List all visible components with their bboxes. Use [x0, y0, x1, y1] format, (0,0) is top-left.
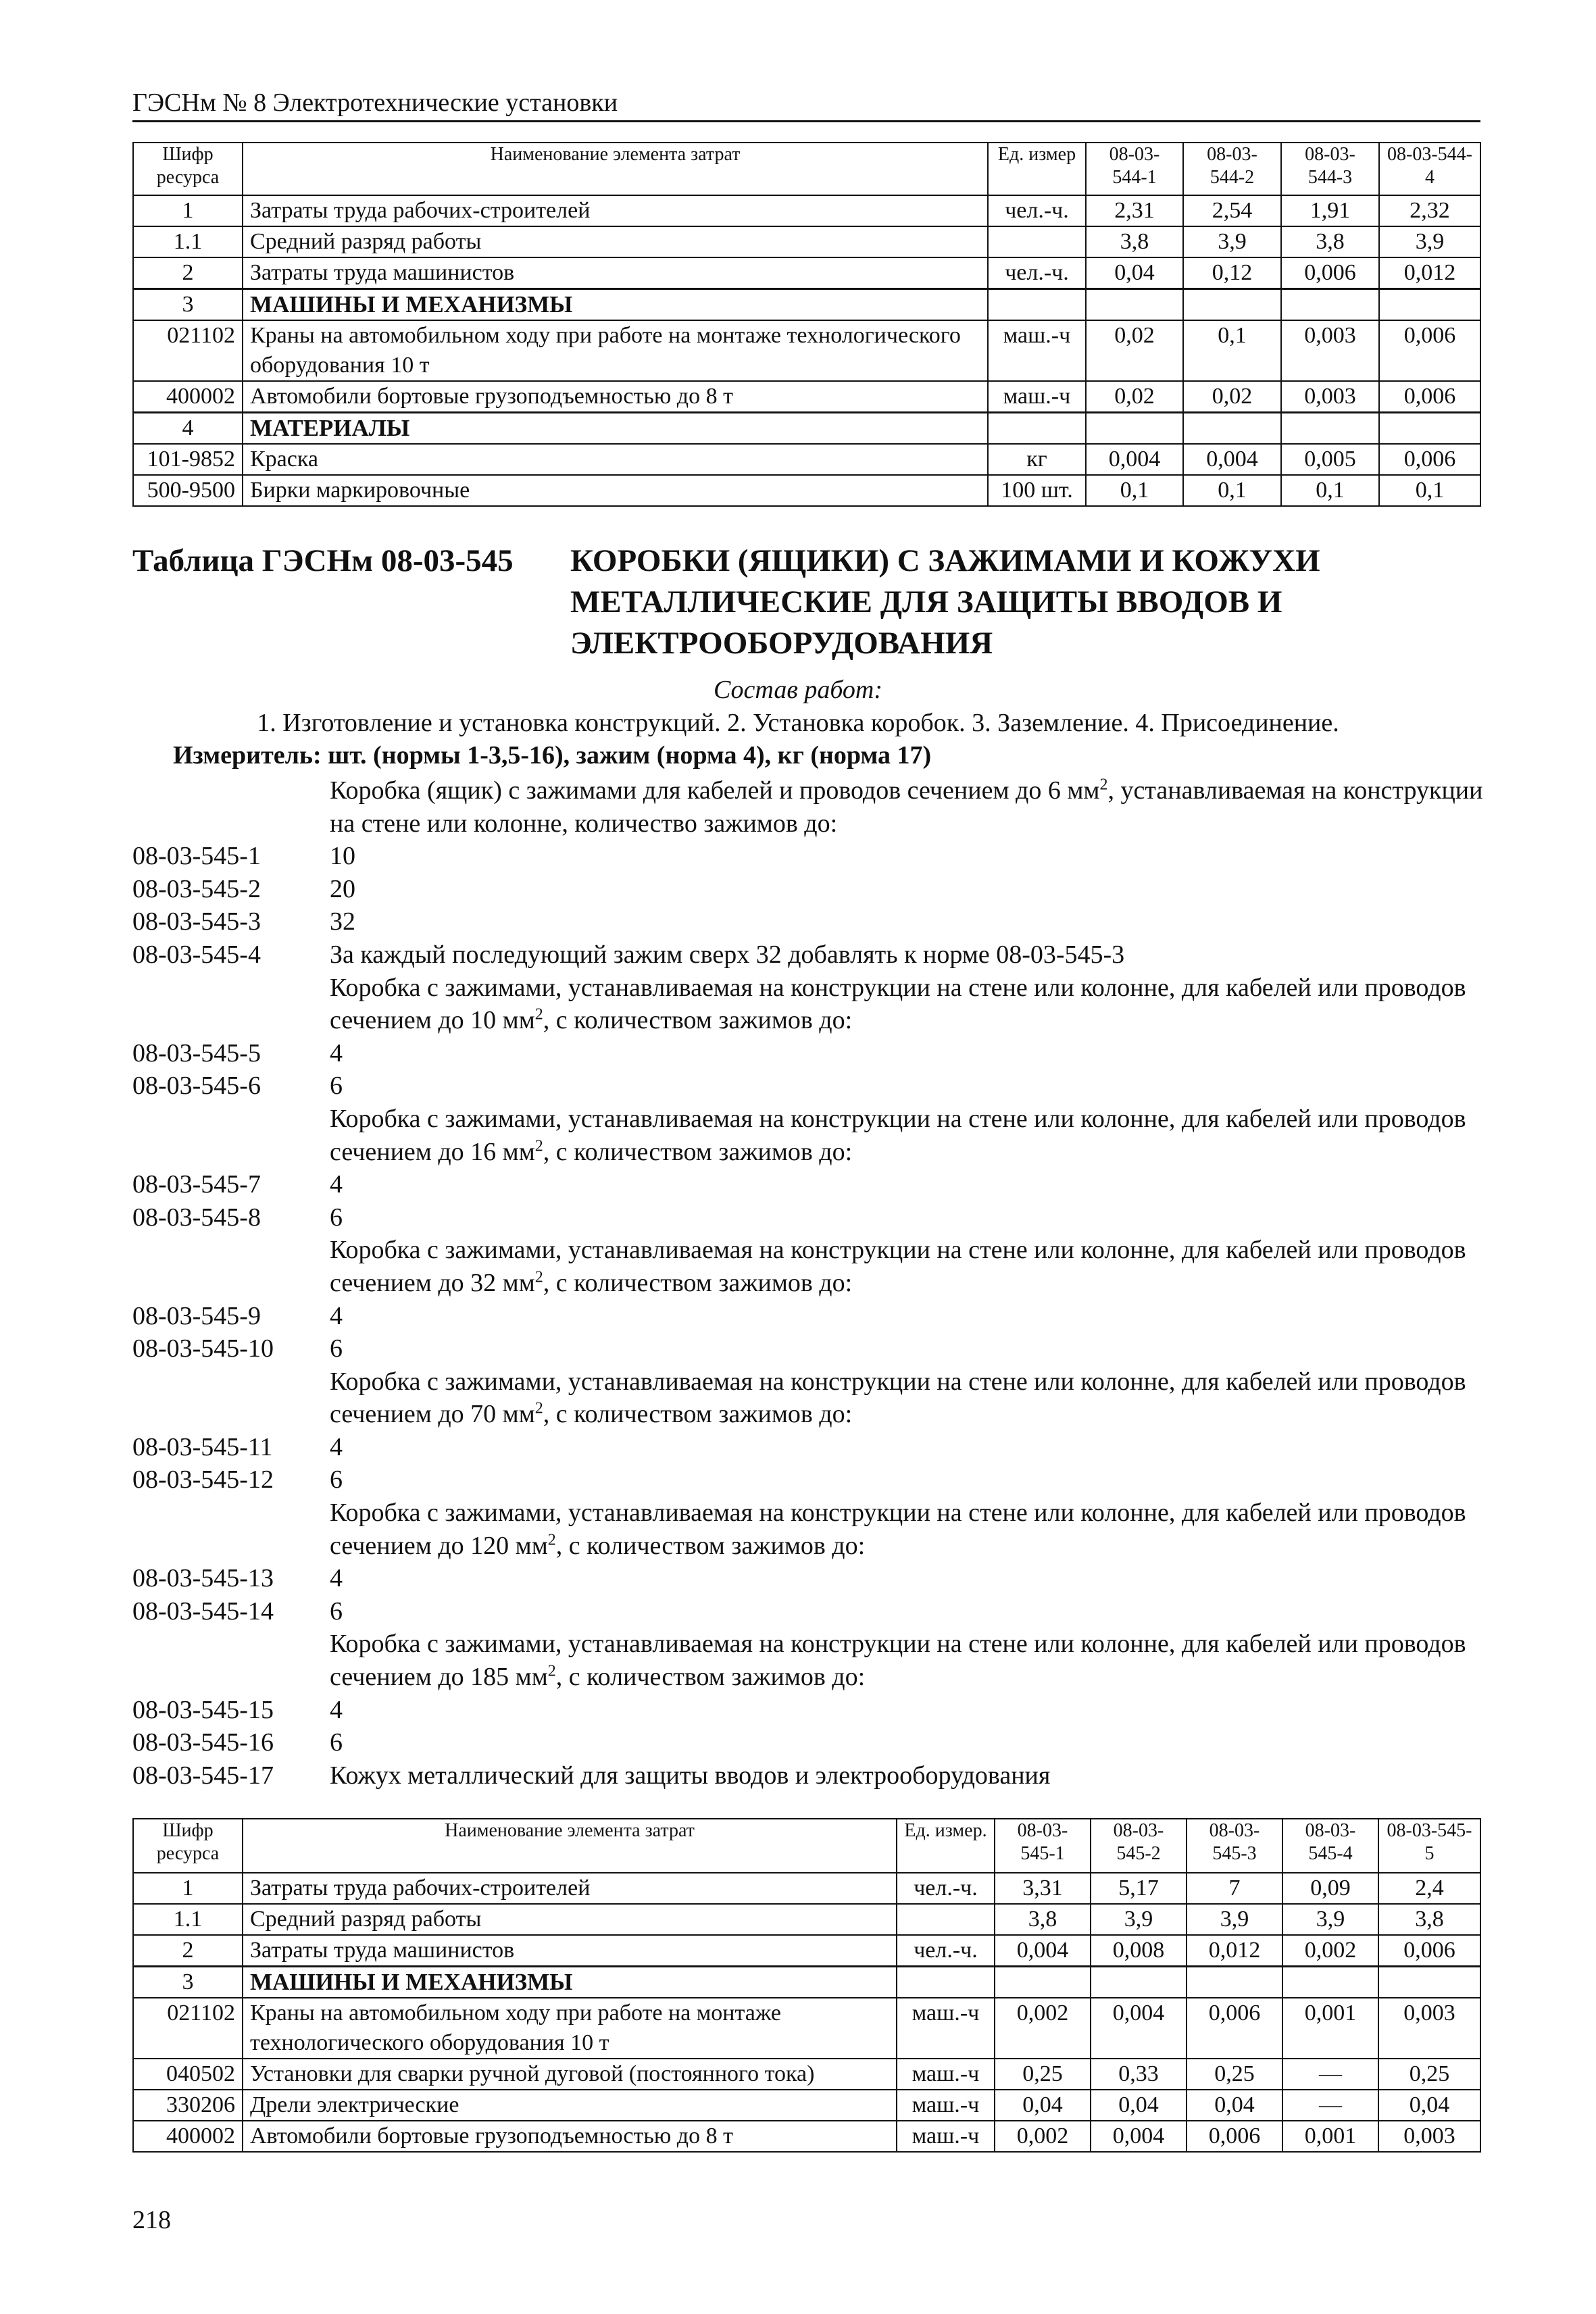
cost-element-name: Автомобили бортовые грузоподъемностью до 8 т — [243, 2121, 897, 2152]
norm-code: 08-03-545-5 — [132, 1038, 261, 1067]
header-norm-col: 08-03-544-3 — [1281, 143, 1379, 195]
table-row — [133, 320, 1480, 381]
norm-text: Коробка с зажимами, устанавливаемая на конструкции на стене или колонне, для кабелей или проводов сечением до 70 $мм^2$, с количеством зажимов до: — [330, 1367, 1466, 1429]
norm-text: 4 — [330, 1038, 343, 1067]
value-cell: 0,09 — [1282, 1873, 1378, 1904]
norm-text: Коробка с зажимами, устанавливаемая на конструкции на стене или колонне, для кабелей или проводов сечением до 120 $мм^2$, с количеством зажимов до: — [330, 1499, 1466, 1560]
table-header-row — [133, 143, 1480, 195]
value-cell: 0,1 — [1183, 320, 1281, 381]
norm-item — [132, 1759, 1484, 1792]
value-cell: 2,54 — [1183, 195, 1281, 226]
value-cell: 0,004 — [1091, 2121, 1187, 2152]
norm-group-description — [132, 1103, 1484, 1168]
header-norm-col: 08-03-545-5 — [1378, 1819, 1480, 1873]
composition-heading: Состав работ: — [713, 676, 883, 704]
value-cell — [1281, 413, 1379, 445]
value-cell: 0,004 — [1091, 1998, 1187, 2059]
section-row — [133, 413, 1480, 445]
resource-code: 2 — [133, 257, 243, 289]
unit-cell: маш.-ч — [988, 320, 1086, 381]
norm-text: 4 — [330, 1432, 343, 1461]
value-cell: 0,003 — [1378, 2121, 1480, 2152]
norm-group-description — [132, 774, 1484, 840]
meter-line: Измеритель: шт. (нормы 1-3,5-16), зажим (норма 4), кг (норма 17) — [173, 741, 932, 770]
value-cell: 3,8 — [1378, 1904, 1480, 1935]
header-name: Наименование элемента затрат — [243, 1819, 897, 1873]
norm-item — [132, 1201, 1484, 1234]
header-norm-col: 08-03-545-4 — [1282, 1819, 1378, 1873]
value-cell: 0,004 — [995, 1935, 1091, 1967]
norm-item — [132, 1070, 1484, 1103]
norm-text: Кожух металлический для защиты вводов и электрооборудования — [330, 1761, 1051, 1790]
value-cell — [1379, 413, 1480, 445]
norm-code: 08-03-545-17 — [132, 1761, 274, 1790]
value-cell: 0,004 — [1086, 444, 1183, 475]
norm-text: 6 — [330, 1334, 343, 1363]
value-cell: 0,1 — [1379, 475, 1480, 506]
norm-text: 6 — [330, 1596, 343, 1626]
header-norm-col: 08-03-545-2 — [1091, 1819, 1187, 1873]
norm-text: 6 — [330, 1203, 343, 1232]
norm-text: Коробка с зажимами, устанавливаемая на конструкции на стене или колонне, для кабелей или проводов сечением до 185 $мм^2$, с количеством зажимов до: — [330, 1630, 1466, 1692]
resource-code: 040502 — [133, 2059, 243, 2090]
page-number: 218 — [132, 2206, 171, 2234]
resource-code: 1 — [133, 195, 243, 226]
value-cell: 0,005 — [1281, 444, 1379, 475]
norm-item — [132, 1037, 1484, 1070]
cost-element-name: Средний разряд работы — [243, 1904, 897, 1935]
norm-code: 08-03-545-14 — [132, 1596, 274, 1626]
header-unit: Ед. измер — [988, 143, 1086, 195]
norm-text: 20 — [330, 874, 355, 903]
value-cell: 0,006 — [1378, 1935, 1480, 1967]
value-cell: 3,9 — [1379, 226, 1480, 257]
value-cell: 0,02 — [1183, 381, 1281, 413]
cost-element-name: Автомобили бортовые грузоподъемностью до 8 т — [243, 381, 988, 413]
table-row — [133, 1904, 1480, 1935]
value-cell: 0,33 — [1091, 2059, 1187, 2090]
norm-item — [132, 840, 1484, 873]
unit-cell: чел.-ч. — [988, 195, 1086, 226]
value-cell: 3,9 — [1187, 1904, 1282, 1935]
running-head: ГЭСНм № 8 Электротехнические установки — [132, 86, 1480, 122]
norm-item — [132, 1562, 1484, 1595]
norm-code: 08-03-545-8 — [132, 1203, 261, 1232]
value-cell: 0,1 — [1183, 475, 1281, 506]
cost-element-name: МАТЕРИАЛЫ — [243, 413, 988, 445]
value-cell: 3,8 — [1281, 226, 1379, 257]
norm-text: Коробка с зажимами, устанавливаемая на конструкции на стене или колонне, для кабелей или проводов сечением до 32 $мм^2$, с количеством зажимов до: — [330, 1236, 1466, 1297]
unit-cell: маш.-ч — [897, 2059, 995, 2090]
value-cell: 0,002 — [995, 2121, 1091, 2152]
table-row — [133, 1935, 1480, 1967]
value-cell: 0,1 — [1086, 475, 1183, 506]
norm-code: 08-03-545-2 — [132, 874, 261, 903]
value-cell: 0,006 — [1187, 2121, 1282, 2152]
header-name: Наименование элемента затрат — [243, 143, 988, 195]
value-cell: 0,25 — [1187, 2059, 1282, 2090]
cost-element-name: МАШИНЫ И МЕХАНИЗМЫ — [243, 289, 988, 321]
unit-cell — [897, 1967, 995, 1998]
value-cell: 0,25 — [1378, 2059, 1480, 2090]
norm-code: 08-03-545-4 — [132, 940, 261, 969]
value-cell: 0,002 — [995, 1998, 1091, 2059]
norm-text: 4 — [330, 1301, 343, 1330]
value-cell: 1,91 — [1281, 195, 1379, 226]
resource-code: 021102 — [133, 1998, 243, 2059]
norm-code: 08-03-545-7 — [132, 1170, 261, 1199]
table-title-text: КОРОБКИ (ЯЩИКИ) С ЗАЖИМАМИ И КОЖУХИ МЕТАЛЛИЧЕСКИЕ ДЛЯ ЗАЩИТЫ ВВОДОВ И ЭЛЕКТРООБОРУДОВАНИЯ — [570, 543, 1320, 661]
unit-cell: чел.-ч. — [988, 257, 1086, 289]
norm-text: 4 — [330, 1170, 343, 1199]
header-code: Шифр ресурса — [133, 1819, 243, 1873]
resource-code: 1 — [133, 1873, 243, 1904]
norm-text: 32 — [330, 907, 355, 936]
value-cell — [1378, 1967, 1480, 1998]
value-cell — [1091, 1967, 1187, 1998]
norm-item — [132, 1726, 1484, 1759]
resource-code: 3 — [133, 289, 243, 321]
table-row — [133, 381, 1480, 413]
resource-code: 400002 — [133, 381, 243, 413]
value-cell: 0,006 — [1281, 257, 1379, 289]
unit-cell: маш.-ч — [897, 2090, 995, 2121]
header-norm-col: 08-03-544-2 — [1183, 143, 1281, 195]
norm-text: 6 — [330, 1728, 343, 1757]
resource-code: 021102 — [133, 320, 243, 381]
norm-item — [132, 1595, 1484, 1628]
cost-element-name: Затраты труда машинистов — [243, 1935, 897, 1967]
table-title-label: Таблица ГЭСНм 08-03-545 — [132, 543, 514, 578]
value-cell: 7 — [1187, 1873, 1282, 1904]
norm-code: 08-03-545-16 — [132, 1728, 274, 1757]
value-cell: 0,001 — [1282, 1998, 1378, 2059]
value-cell — [1187, 1967, 1282, 1998]
norm-group-description — [132, 1365, 1484, 1431]
unit-cell — [988, 226, 1086, 257]
value-cell — [1086, 413, 1183, 445]
value-cell — [1282, 1967, 1378, 1998]
norm-text: 6 — [330, 1072, 343, 1101]
resource-code: 1.1 — [133, 1904, 243, 1935]
value-cell: 2,31 — [1086, 195, 1183, 226]
unit-cell: 100 шт. — [988, 475, 1086, 506]
norm-text: Коробка с зажимами, устанавливаемая на конструкции на стене или колонне, для кабелей или проводов сечением до 16 $мм^2$, с количеством зажимов до: — [330, 1104, 1466, 1166]
norm-code: 08-03-545-10 — [132, 1334, 274, 1363]
norm-text: 4 — [330, 1695, 343, 1724]
value-cell: — — [1282, 2090, 1378, 2121]
unit-cell: чел.-ч. — [897, 1935, 995, 1967]
norm-code: 08-03-545-15 — [132, 1695, 274, 1724]
norm-code: 08-03-545-3 — [132, 907, 261, 936]
value-cell — [1183, 289, 1281, 321]
value-cell: 0,006 — [1187, 1998, 1282, 2059]
value-cell: 3,9 — [1282, 1904, 1378, 1935]
table-row — [133, 2121, 1480, 2152]
norm-text: Коробка (ящик) с зажимами для кабелей и проводов сечением до 6 $мм^2$, устанавливаемая на конструкции на стене или колонне, количество зажимов до: — [330, 776, 1483, 838]
header-code: Шифр ресурса — [133, 143, 243, 195]
unit-cell: маш.-ч — [897, 2121, 995, 2152]
value-cell: 0,02 — [1086, 381, 1183, 413]
unit-cell — [988, 413, 1086, 445]
unit-cell — [988, 289, 1086, 321]
norm-item — [132, 873, 1484, 906]
value-cell: 5,17 — [1091, 1873, 1187, 1904]
value-cell: 0,04 — [1187, 2090, 1282, 2121]
value-cell — [1281, 289, 1379, 321]
norm-item — [132, 1168, 1484, 1201]
header-norm-col: 08-03-544-4 — [1379, 143, 1480, 195]
table-row — [133, 2090, 1480, 2121]
unit-cell: чел.-ч. — [897, 1873, 995, 1904]
value-cell: 0,006 — [1379, 381, 1480, 413]
norm-item — [132, 1300, 1484, 1333]
norm-list — [132, 774, 1484, 1792]
value-cell: 0,25 — [995, 2059, 1091, 2090]
value-cell: 3,8 — [995, 1904, 1091, 1935]
norm-text: 4 — [330, 1564, 343, 1593]
value-cell: 0,012 — [1187, 1935, 1282, 1967]
resource-code: 1.1 — [133, 226, 243, 257]
table-row — [133, 1998, 1480, 2059]
table-row — [133, 2059, 1480, 2090]
cost-element-name: Средний разряд работы — [243, 226, 988, 257]
cost-element-name: Дрели электрические — [243, 2090, 897, 2121]
header-unit: Ед. измер. — [897, 1819, 995, 1873]
value-cell: 0,004 — [1183, 444, 1281, 475]
norm-group-description — [132, 1496, 1484, 1562]
value-cell: 3,9 — [1091, 1904, 1187, 1935]
resource-code: 330206 — [133, 2090, 243, 2121]
resource-table-544 — [132, 142, 1481, 507]
cost-element-name: Краны на автомобильном ходу при работе на монтаже технологического оборудования 10 т — [243, 1998, 897, 2059]
value-cell: 3,8 — [1086, 226, 1183, 257]
norm-group-description — [132, 1234, 1484, 1299]
table-row — [133, 195, 1480, 226]
table-header-row — [133, 1819, 1480, 1873]
value-cell: 0,008 — [1091, 1935, 1187, 1967]
value-cell: 0,1 — [1281, 475, 1379, 506]
resource-code: 400002 — [133, 2121, 243, 2152]
value-cell — [995, 1967, 1091, 1998]
norm-code: 08-03-545-6 — [132, 1072, 261, 1101]
cost-element-name: Затраты труда рабочих-строителей — [243, 195, 988, 226]
value-cell: 0,04 — [1086, 257, 1183, 289]
value-cell: — — [1282, 2059, 1378, 2090]
value-cell: 0,04 — [995, 2090, 1091, 2121]
value-cell — [1183, 413, 1281, 445]
norm-code: 08-03-545-9 — [132, 1301, 261, 1330]
resource-table-545 — [132, 1818, 1481, 2153]
value-cell: 0,003 — [1281, 381, 1379, 413]
header-norm-col: 08-03-544-1 — [1086, 143, 1183, 195]
norm-group-description — [132, 1628, 1484, 1693]
header-norm-col: 08-03-545-3 — [1187, 1819, 1282, 1873]
value-cell: 0,001 — [1282, 2121, 1378, 2152]
value-cell: 0,12 — [1183, 257, 1281, 289]
table-row — [133, 1873, 1480, 1904]
cost-element-name: Затраты труда машинистов — [243, 257, 988, 289]
section-row — [133, 1967, 1480, 1998]
resource-code: 101-9852 — [133, 444, 243, 475]
value-cell: 0,012 — [1379, 257, 1480, 289]
resource-code: 4 — [133, 413, 243, 445]
norm-code: 08-03-545-1 — [132, 842, 261, 871]
norm-item — [132, 1431, 1484, 1464]
norm-text: 6 — [330, 1465, 343, 1494]
table-row — [133, 257, 1480, 289]
norm-code: 08-03-545-12 — [132, 1465, 274, 1494]
cost-element-name: Краны на автомобильном ходу при работе на монтаже технологического оборудования 10 т — [243, 320, 988, 381]
value-cell: 0,04 — [1378, 2090, 1480, 2121]
cost-element-name: Установки для сварки ручной дуговой (постоянного тока) — [243, 2059, 897, 2090]
section-row — [133, 289, 1480, 321]
value-cell: 2,32 — [1379, 195, 1480, 226]
norm-item — [132, 905, 1484, 938]
value-cell: 0,002 — [1282, 1935, 1378, 1967]
cost-element-name: МАШИНЫ И МЕХАНИЗМЫ — [243, 1967, 897, 1998]
resource-code: 3 — [133, 1967, 243, 1998]
value-cell: 0,04 — [1091, 2090, 1187, 2121]
resource-code: 2 — [133, 1935, 243, 1967]
value-cell: 0,006 — [1379, 320, 1480, 381]
table-row — [133, 226, 1480, 257]
composition-text: 1. Изготовление и установка конструкций. 2. Установка коробок. 3. Заземление. 4. Присоединение. — [257, 709, 1339, 737]
norm-item — [132, 1332, 1484, 1365]
norm-item — [132, 1463, 1484, 1496]
value-cell: 0,006 — [1379, 444, 1480, 475]
resource-code: 500-9500 — [133, 475, 243, 506]
value-cell: 0,003 — [1281, 320, 1379, 381]
norm-code: 08-03-545-13 — [132, 1564, 274, 1593]
unit-cell — [897, 1904, 995, 1935]
value-cell: 0,02 — [1086, 320, 1183, 381]
norm-item — [132, 1694, 1484, 1727]
norm-code: 08-03-545-11 — [132, 1432, 273, 1461]
value-cell: 2,4 — [1378, 1873, 1480, 1904]
cost-element-name: Краска — [243, 444, 988, 475]
table-row — [133, 475, 1480, 506]
cost-element-name: Бирки маркировочные — [243, 475, 988, 506]
header-norm-col: 08-03-545-1 — [995, 1819, 1091, 1873]
unit-cell: маш.-ч — [988, 381, 1086, 413]
norm-text: 10 — [330, 842, 355, 871]
norm-text: За каждый последующий зажим сверх 32 добавлять к норме 08-03-545-3 — [330, 940, 1125, 969]
unit-cell: маш.-ч — [897, 1998, 995, 2059]
value-cell: 3,9 — [1183, 226, 1281, 257]
cost-element-name: Затраты труда рабочих-строителей — [243, 1873, 897, 1904]
table-row — [133, 444, 1480, 475]
value-cell: 0,003 — [1378, 1998, 1480, 2059]
value-cell — [1379, 289, 1480, 321]
norm-group-description — [132, 972, 1484, 1037]
norm-text: Коробка с зажимами, устанавливаемая на конструкции на стене или колонне, для кабелей или проводов сечением до 10 $мм^2$, с количеством зажимов до: — [330, 973, 1466, 1035]
unit-cell: кг — [988, 444, 1086, 475]
value-cell — [1086, 289, 1183, 321]
norm-item — [132, 938, 1484, 972]
value-cell: 3,31 — [995, 1873, 1091, 1904]
